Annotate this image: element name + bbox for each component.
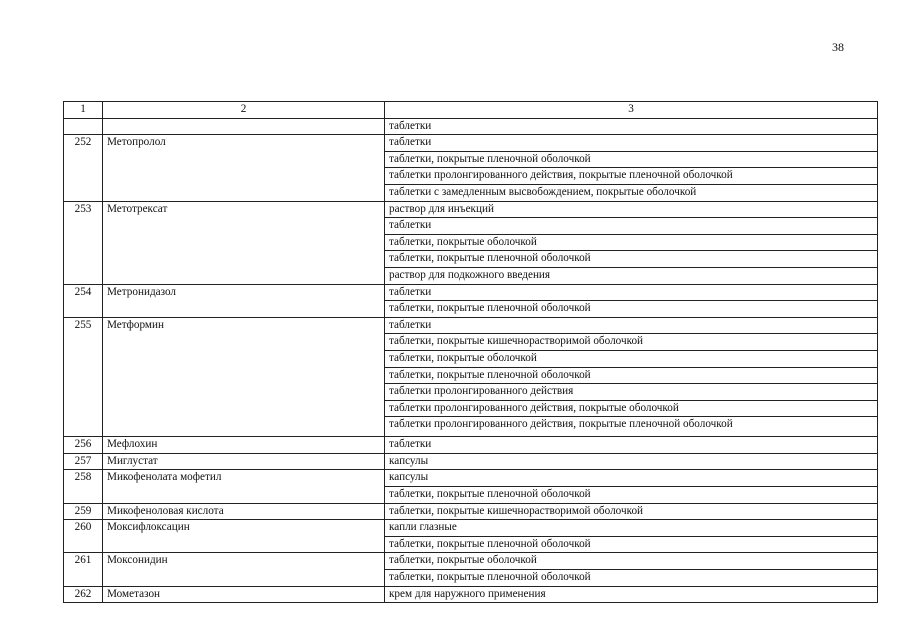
- drug-name-cell: Моксифлоксацин: [103, 520, 385, 553]
- entry-number-cell: 261: [64, 553, 103, 586]
- table-row: [64, 503, 878, 520]
- dosage-form-cell: таблетки, покрытые пленочной оболочкой: [385, 151, 878, 168]
- entry-number-cell: 257: [64, 453, 103, 470]
- dosage-form-cell: таблетки, покрытые оболочкой: [385, 350, 878, 367]
- table-row: [64, 470, 878, 487]
- dosage-form-cell: таблетки: [385, 437, 878, 454]
- entry-number-cell: 255: [64, 317, 103, 437]
- drug-name-cell: Мометазон: [103, 586, 385, 603]
- dosage-form-cell: таблетки: [385, 135, 878, 152]
- dosage-form-cell: крем для наружного применения: [385, 586, 878, 603]
- drug-name-cell: Метформин: [103, 317, 385, 437]
- entry-number-cell: 260: [64, 520, 103, 553]
- continuation-name-cell: [103, 118, 385, 135]
- dosage-form-cell: таблетки, покрытые пленочной оболочкой: [385, 367, 878, 384]
- table-body: [64, 118, 878, 603]
- dosage-form-cell: таблетки, покрытые оболочкой: [385, 234, 878, 251]
- entry-number-cell: 262: [64, 586, 103, 603]
- entry-number-cell: 253: [64, 201, 103, 284]
- column-header-name: 2: [103, 102, 385, 119]
- dosage-form-cell: капсулы: [385, 470, 878, 487]
- entry-number-cell: 254: [64, 284, 103, 317]
- entry-number-cell: 252: [64, 135, 103, 201]
- dosage-form-cell: капсулы: [385, 453, 878, 470]
- dosage-form-cell: таблетки пролонгированного действия, покрытые пленочной оболочкой: [385, 417, 878, 437]
- dosage-form-cell: таблетки с замедленным высвобождением, покрытые оболочкой: [385, 184, 878, 201]
- dosage-form-cell: таблетки пролонгированного действия, покрытые оболочкой: [385, 400, 878, 417]
- drug-name-cell: Метотрексат: [103, 201, 385, 284]
- drug-name-cell: Метопролол: [103, 135, 385, 201]
- drug-name-cell: Микофенолата мофетил: [103, 470, 385, 503]
- drug-name-cell: Моксонидин: [103, 553, 385, 586]
- dosage-form-cell: таблетки, покрытые кишечнорастворимой оболочкой: [385, 334, 878, 351]
- page-number: 38: [832, 40, 844, 54]
- dosage-form-cell: таблетки, покрытые оболочкой: [385, 553, 878, 570]
- continuation-form-cell: таблетки: [385, 118, 878, 135]
- column-header-number: 1: [64, 102, 103, 119]
- table-row: [64, 453, 878, 470]
- dosage-form-cell: таблетки: [385, 218, 878, 235]
- dosage-form-cell: капли глазные: [385, 520, 878, 537]
- entry-number-cell: 259: [64, 503, 103, 520]
- dosage-form-cell: таблетки, покрытые пленочной оболочкой: [385, 536, 878, 553]
- drug-name-cell: Метронидазол: [103, 284, 385, 317]
- dosage-form-cell: таблетки пролонгированного действия, покрытые пленочной оболочкой: [385, 168, 878, 185]
- continuation-number-cell: [64, 118, 103, 135]
- drug-name-cell: Мефлохин: [103, 437, 385, 454]
- dosage-form-cell: таблетки пролонгированного действия: [385, 384, 878, 401]
- dosage-form-cell: раствор для подкожного введения: [385, 267, 878, 284]
- dosage-form-cell: таблетки: [385, 284, 878, 301]
- dosage-form-cell: таблетки, покрытые пленочной оболочкой: [385, 301, 878, 318]
- dosage-form-cell: таблетки, покрытые пленочной оболочкой: [385, 487, 878, 504]
- table-row: [64, 553, 878, 570]
- entry-number-cell: 258: [64, 470, 103, 503]
- dosage-form-cell: таблетки: [385, 317, 878, 334]
- column-header-form: 3: [385, 102, 878, 119]
- table-row: [64, 586, 878, 603]
- dosage-form-cell: таблетки, покрытые кишечнорастворимой оболочкой: [385, 503, 878, 520]
- dosage-form-cell: таблетки, покрытые пленочной оболочкой: [385, 251, 878, 268]
- table-row: [64, 317, 878, 334]
- medication-table: [63, 101, 878, 603]
- table-header-row: [64, 102, 878, 119]
- table-row: [64, 201, 878, 218]
- dosage-form-cell: раствор для инъекций: [385, 201, 878, 218]
- continuation-row: [64, 118, 878, 135]
- dosage-form-cell: таблетки, покрытые пленочной оболочкой: [385, 570, 878, 587]
- table-row: [64, 437, 878, 454]
- table-row: [64, 284, 878, 301]
- entry-number-cell: 256: [64, 437, 103, 454]
- table-row: [64, 520, 878, 537]
- table-row: [64, 135, 878, 152]
- drug-name-cell: Микофеноловая кислота: [103, 503, 385, 520]
- drug-name-cell: Миглустат: [103, 453, 385, 470]
